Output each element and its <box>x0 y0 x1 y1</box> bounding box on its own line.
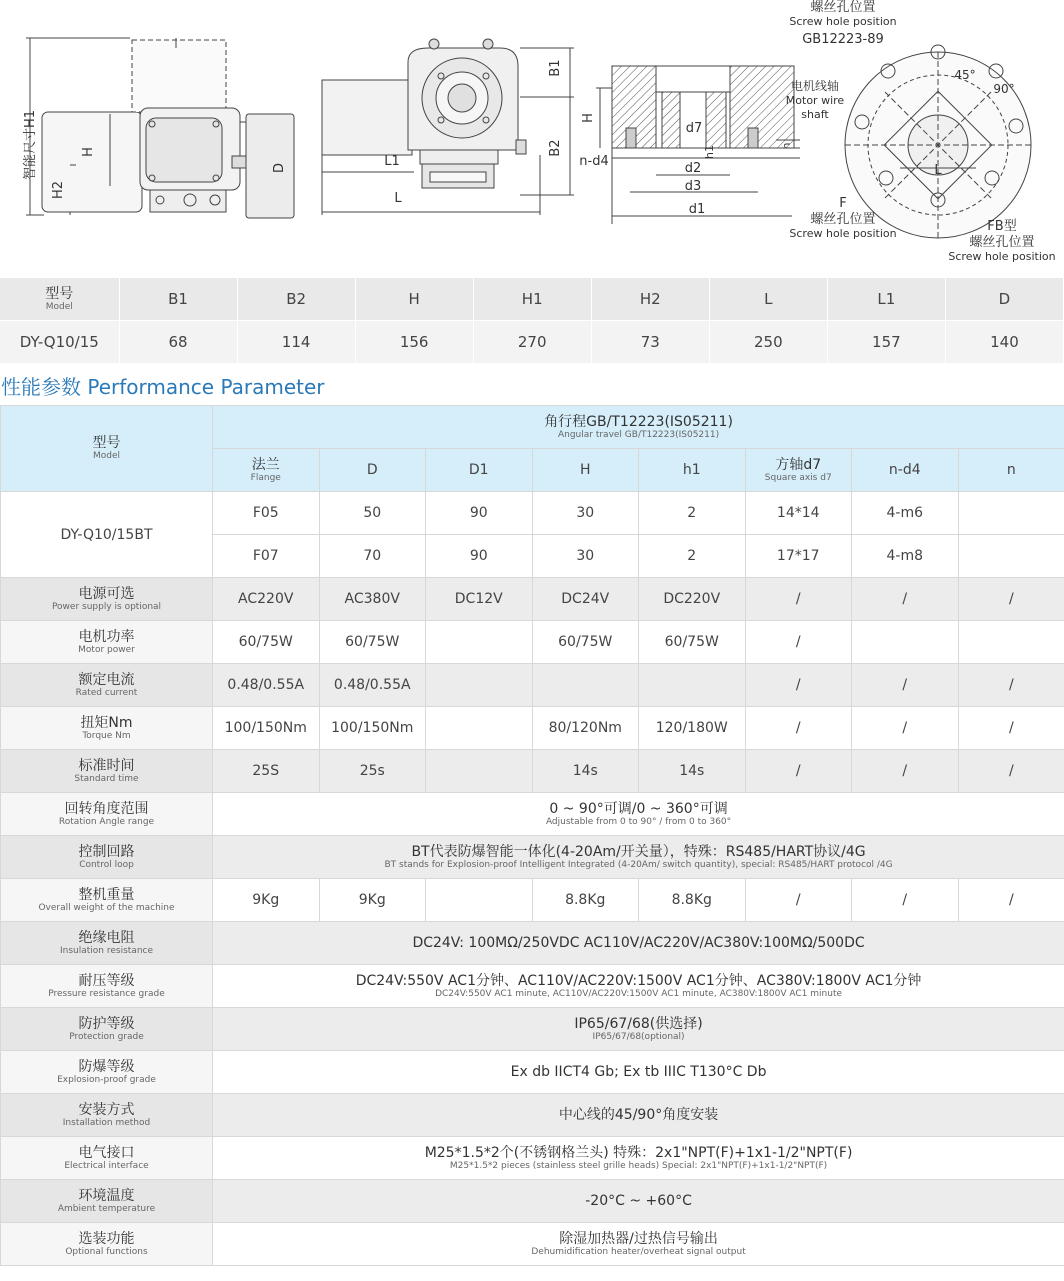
row-label: 耐压等级 Pressure resistance grade <box>1 965 213 1008</box>
section-title: 性能参数 Performance Parameter <box>1 375 325 399</box>
label-d1: d1 <box>688 202 706 217</box>
dimensions-value-row <box>0 321 1064 364</box>
label-h-small: h <box>780 142 793 150</box>
label-screw-top-en: Screw hole position <box>789 15 897 28</box>
table-cell: F05 <box>213 492 320 535</box>
flange-section-drawing <box>596 66 800 224</box>
dim-header-h: H <box>355 278 473 321</box>
label-d2: d2 <box>684 161 702 176</box>
dim-header-b2: B2 <box>237 278 355 321</box>
perf-header-row-1 <box>1 406 1064 449</box>
perf-header-travel: 角行程GB/T12223(IS05211) Angular travel GB/T12223(IS05211) <box>213 406 1064 449</box>
row-label: 电气接口 Electrical interface <box>1 1137 213 1180</box>
dim-header-l1: L1 <box>827 278 945 321</box>
table-cell: / <box>958 707 1064 750</box>
table-cell: DC24V:550V AC1分钟、AC110V/AC220V:1500V AC1分钟、AC380V:1800V AC1分钟 DC24V:550V AC1 minute, AC110V/AC220V:1500V AC1 minute, AC380V:1800V AC1 minute <box>213 965 1064 1008</box>
dim-value-b1: 68 <box>119 321 237 364</box>
perf-col-h1: h1 <box>639 449 746 492</box>
row-label: 安装方式 Installation method <box>1 1094 213 1137</box>
label-l: L <box>394 191 402 206</box>
dim-value-h1: 270 <box>473 321 591 364</box>
row-optional <box>1 1223 1064 1266</box>
table-cell <box>532 664 639 707</box>
label-d3: d3 <box>684 179 702 194</box>
side-view-drawing <box>26 38 294 218</box>
table-cell: 100/150Nm <box>213 707 320 750</box>
table-cell: AC220V <box>213 578 320 621</box>
row-insulation <box>1 922 1064 965</box>
label-h1: 智能尺寸H1 <box>23 109 38 181</box>
dim-header-d: D <box>945 278 1063 321</box>
table-cell: / <box>852 664 959 707</box>
flange-circle-drawing <box>845 45 1031 238</box>
table-cell <box>958 621 1064 664</box>
table-cell <box>852 621 959 664</box>
table-cell: / <box>852 707 959 750</box>
table-cell: 25s <box>319 750 426 793</box>
table-cell: 8.8Kg <box>639 879 746 922</box>
row-motor-power <box>1 621 1064 664</box>
row-power-supply <box>1 578 1064 621</box>
table-cell: IP65/67/68(供选择) IP65/67/68(optional) <box>213 1008 1064 1051</box>
dim-value-l1: 157 <box>827 321 945 364</box>
table-cell: M25*1.5*2个(不锈钢格兰头) 特殊：2x1"NPT(F)+1x1-1/2"NPT(F) M25*1.5*2 pieces (stainless steel grille heads) Special: 2x1"NPT(F)+1x1-1/2"NPT(F) <box>213 1137 1064 1180</box>
row-label: 选装功能 Optional functions <box>1 1223 213 1266</box>
table-cell: BT代表防爆智能一体化(4-20Am/开关量），特殊：RS485/HART协议/4G BT stands for Explosion-proof Intelligent Integrated (4-20Am/ switch quantity), special: RS485/HART protocol /4G <box>213 836 1064 879</box>
dim-model: DY-Q10/15 <box>0 321 119 364</box>
table-cell: / <box>852 578 959 621</box>
row-label: 环境温度 Ambient temperature <box>1 1180 213 1223</box>
label-f: F <box>839 196 847 211</box>
dim-header-l: L <box>709 278 827 321</box>
table-cell: / <box>745 664 852 707</box>
row-label: 整机重量 Overall weight of the machine <box>1 879 213 922</box>
table-cell: 60/75W <box>532 621 639 664</box>
flange-row-f05 <box>1 492 1064 535</box>
perf-col-d7: 方轴d7 Square axis d7 <box>745 449 852 492</box>
label-motor-en2: shaft <box>801 108 829 121</box>
row-control-loop <box>1 836 1064 879</box>
table-cell: DC12V <box>426 578 533 621</box>
table-cell: 9Kg <box>213 879 320 922</box>
label-f-en: Screw hole position <box>789 227 897 240</box>
label-b2: B2 <box>548 139 563 157</box>
label-screw-top-cn: 螺丝孔位置 <box>810 0 876 15</box>
table-cell <box>958 492 1064 535</box>
perf-col-nd4: n-d4 <box>852 449 959 492</box>
table-cell: 4-m6 <box>852 492 959 535</box>
label-h: H <box>81 147 96 157</box>
table-cell: DC24V: 100MΩ/250VDC AC110V/AC220V/AC380V:100MΩ/500DC <box>213 922 1064 965</box>
row-temperature <box>1 1180 1064 1223</box>
dim-value-d: 140 <box>945 321 1063 364</box>
table-cell: 90 <box>426 535 533 578</box>
table-cell: / <box>958 578 1064 621</box>
table-cell: 100/150Nm <box>319 707 426 750</box>
row-label: 标准时间 Standard time <box>1 750 213 793</box>
table-cell: 80/120Nm <box>532 707 639 750</box>
table-cell: 90 <box>426 492 533 535</box>
perf-col-n: n <box>958 449 1064 492</box>
table-cell: 2 <box>639 535 746 578</box>
row-torque <box>1 707 1064 750</box>
table-cell: DC24V <box>532 578 639 621</box>
table-cell: 2 <box>639 492 746 535</box>
perf-col-flange: 法兰 Flange <box>213 449 320 492</box>
label-b1: B1 <box>548 59 563 77</box>
label-h2: H2 <box>51 180 66 200</box>
table-cell: 70 <box>319 535 426 578</box>
label-h1-small: h1 <box>703 145 716 159</box>
table-cell: 120/180W <box>639 707 746 750</box>
row-label: 扭矩Nm Torque Nm <box>1 707 213 750</box>
row-weight <box>1 879 1064 922</box>
row-label: 控制回路 Control loop <box>1 836 213 879</box>
front-view-drawing <box>322 39 574 215</box>
table-cell: / <box>745 750 852 793</box>
label-motor-cn: 电机线轴 <box>790 79 840 93</box>
label-angle-90: 90° <box>993 82 1015 96</box>
label-d7: d7 <box>685 121 703 136</box>
row-installation <box>1 1094 1064 1137</box>
row-label: 绝缘电阻 Insulation resistance <box>1 922 213 965</box>
table-cell <box>639 664 746 707</box>
table-cell: -20°C ~ +60°C <box>213 1180 1064 1223</box>
table-cell: 9Kg <box>319 879 426 922</box>
dim-header-h2: H2 <box>591 278 709 321</box>
dimensions-header-row <box>0 278 1064 321</box>
table-cell: 60/75W <box>213 621 320 664</box>
table-cell: / <box>745 707 852 750</box>
row-label: 电机功率 Motor power <box>1 621 213 664</box>
label-l1: L1 <box>384 154 400 169</box>
label-fb-cn: 螺丝孔位置 <box>969 235 1035 250</box>
table-cell: 4-m8 <box>852 535 959 578</box>
table-cell: / <box>745 879 852 922</box>
performance-table <box>0 405 1064 1266</box>
table-cell: / <box>958 750 1064 793</box>
drawing-svg <box>0 0 1064 270</box>
table-cell: / <box>745 578 852 621</box>
perf-col-d: D <box>319 449 426 492</box>
table-cell: 50 <box>319 492 426 535</box>
table-cell: AC380V <box>319 578 426 621</box>
table-cell: 除湿加热器/过热信号输出 Dehumidification heater/overheat signal output <box>213 1223 1064 1266</box>
row-standard-time <box>1 750 1064 793</box>
table-cell: 14*14 <box>745 492 852 535</box>
table-cell: 8.8Kg <box>532 879 639 922</box>
dim-value-h: 156 <box>355 321 473 364</box>
table-cell: Ex db IICT4 Gb; Ex tb IIIC T130°C Db <box>213 1051 1064 1094</box>
table-cell: 14s <box>639 750 746 793</box>
table-cell: / <box>745 621 852 664</box>
table-cell: 60/75W <box>319 621 426 664</box>
label-d: D <box>272 162 287 174</box>
row-pressure <box>1 965 1064 1008</box>
row-label: 防爆等级 Explosion-proof grade <box>1 1051 213 1094</box>
label-nd4: n-d4 <box>579 154 609 169</box>
label-fb: FB型 <box>987 219 1017 234</box>
perf-col-h: H <box>532 449 639 492</box>
table-cell: 0.48/0.55A <box>213 664 320 707</box>
dim-value-h2: 73 <box>591 321 709 364</box>
row-protection <box>1 1008 1064 1051</box>
row-rotation-angle <box>1 793 1064 836</box>
label-motor-en1: Motor wire <box>785 94 845 107</box>
dim-header-model: 型号 Model <box>0 278 119 321</box>
row-electrical <box>1 1137 1064 1180</box>
table-cell: / <box>958 664 1064 707</box>
table-cell <box>426 707 533 750</box>
table-cell: 14s <box>532 750 639 793</box>
table-cell <box>426 664 533 707</box>
table-cell: 17*17 <box>745 535 852 578</box>
perf-col-d1: D1 <box>426 449 533 492</box>
label-fb-en: Screw hole position <box>948 250 1056 263</box>
table-cell: 60/75W <box>639 621 746 664</box>
row-explosion <box>1 1051 1064 1094</box>
dimensions-table <box>0 278 1064 363</box>
dim-value-b2: 114 <box>237 321 355 364</box>
perf-header-model: 型号 Model <box>1 406 213 492</box>
table-cell: 30 <box>532 492 639 535</box>
table-cell: 30 <box>532 535 639 578</box>
table-cell: 25S <box>213 750 320 793</box>
label-f-cn: 螺丝孔位置 <box>810 212 876 227</box>
label-standard: GB12223-89 <box>802 32 884 47</box>
table-cell: DC220V <box>639 578 746 621</box>
table-cell <box>426 750 533 793</box>
dim-header-h1: H1 <box>473 278 591 321</box>
dim-value-l: 250 <box>709 321 827 364</box>
table-cell: / <box>852 879 959 922</box>
table-cell: / <box>852 750 959 793</box>
row-label: 电源可选 Power supply is optional <box>1 578 213 621</box>
table-cell: 中心线的45/90°角度安装 <box>213 1094 1064 1137</box>
dim-header-b1: B1 <box>119 278 237 321</box>
row-label: 额定电流 Rated current <box>1 664 213 707</box>
technical-drawings <box>0 0 1064 270</box>
row-rated-current <box>1 664 1064 707</box>
label-angle-45: 45° <box>954 68 976 82</box>
perf-model-value: DY-Q10/15BT <box>1 492 213 578</box>
table-cell <box>426 621 533 664</box>
table-cell <box>426 879 533 922</box>
table-cell <box>958 535 1064 578</box>
table-cell: 0.48/0.55A <box>319 664 426 707</box>
table-cell: / <box>958 879 1064 922</box>
table-cell: F07 <box>213 535 320 578</box>
row-label: 防护等级 Protection grade <box>1 1008 213 1051</box>
label-l-circle: L <box>934 163 942 178</box>
row-label: 回转角度范围 Rotation Angle range <box>1 793 213 836</box>
label-flange-h: H <box>581 113 596 123</box>
table-cell: 0 ~ 90°可调/0 ~ 360°可调 Adjustable from 0 to 90° / from 0 to 360° <box>213 793 1064 836</box>
